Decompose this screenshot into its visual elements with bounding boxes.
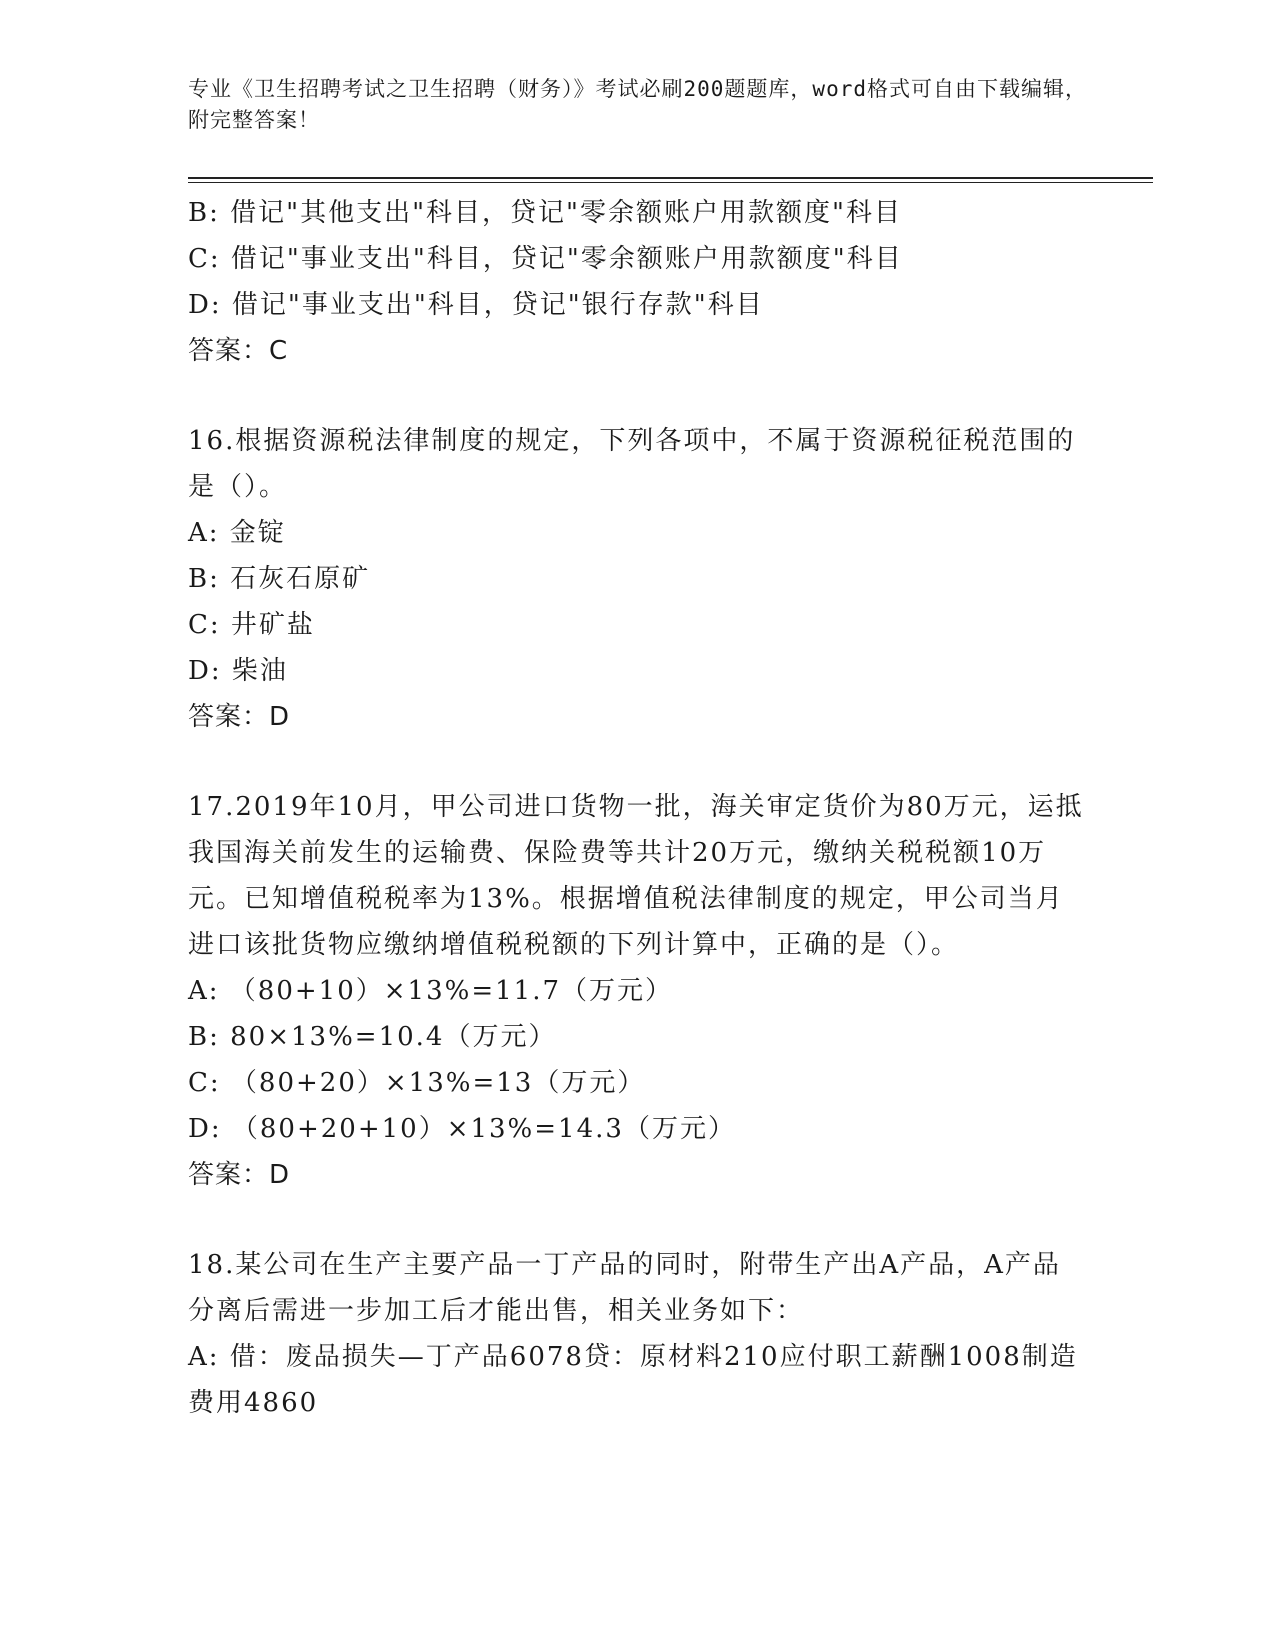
question-16 — [188, 418, 1088, 740]
answer: 答案：D — [188, 702, 291, 732]
option-a: A: （80+10）×13%=11.7（万元） — [188, 976, 674, 1006]
header-divider-thin — [188, 182, 1153, 183]
carryover-question — [188, 190, 1088, 374]
question-stem: 16.根据资源税法律制度的规定，下列各项中，不属于资源税征税范围的是（）。 — [188, 426, 1076, 502]
option-a: A: 借：废品损失—丁产品6078贷：原材料210应付职工薪酬1008制造费用4860 — [188, 1342, 1078, 1418]
question-18 — [188, 1242, 1088, 1426]
option-d: D: （80+20+10）×13%=14.3（万元） — [188, 1114, 736, 1144]
option-b: B: 80×13%=10.4（万元） — [188, 1022, 557, 1052]
answer: 答案：D — [188, 1160, 291, 1190]
option-d: D: 借记"事业支出"科目，贷记"银行存款"科目 — [188, 290, 764, 320]
answer: 答案：C — [188, 336, 289, 366]
option-c: C: 井矿盐 — [188, 610, 315, 640]
header-divider — [188, 177, 1153, 179]
question-stem: 18.某公司在生产主要产品一丁产品的同时，附带生产出A产品，A产品分离后需进一步加工后才能出售，相关业务如下： — [188, 1250, 1061, 1326]
option-b: B: 石灰石原矿 — [188, 564, 371, 594]
option-b: B: 借记"其他支出"科目，贷记"零余额账户用款额度"科目 — [188, 198, 902, 228]
document-body — [188, 190, 1088, 1426]
option-a: A: 金锭 — [188, 518, 286, 548]
option-d: D: 柴油 — [188, 656, 288, 686]
question-17 — [188, 784, 1088, 1198]
option-c: C: （80+20）×13%=13（万元） — [188, 1068, 646, 1098]
option-c: C: 借记"事业支出"科目，贷记"零余额账户用款额度"科目 — [188, 244, 903, 274]
question-stem: 17.2019年10月，甲公司进口货物一批，海关审定货价为80万元，运抵我国海关前发生的运输费、保险费等共计20万元，缴纳关税税额10万元。已知增值税税率为13%。根据增值税法律制度的规定，甲公司当月进口该批货物应缴纳增值税税额的下列计算中，正确的是（）。 — [188, 792, 1084, 960]
document-header: 专业《卫生招聘考试之卫生招聘（财务）》考试必刷200题题库，word格式可自由下载编辑，附完整答案！ — [188, 77, 1087, 132]
